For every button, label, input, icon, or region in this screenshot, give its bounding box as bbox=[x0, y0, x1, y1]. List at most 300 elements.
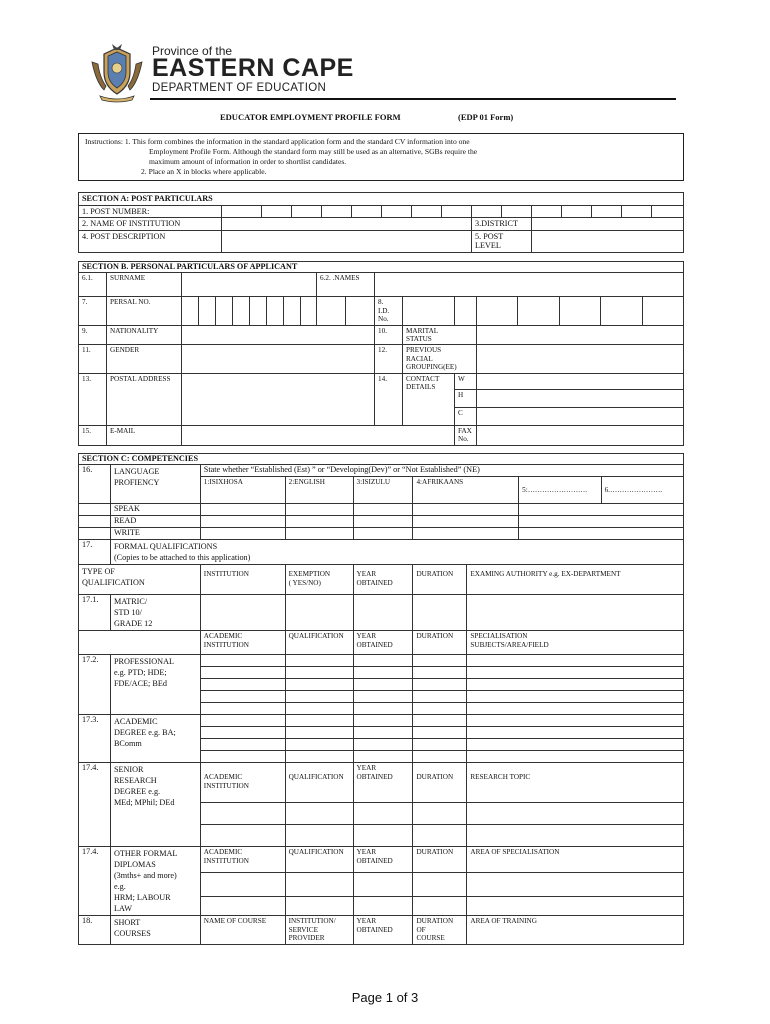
professional-cell[interactable] bbox=[353, 691, 413, 703]
academic-institution-header bbox=[200, 847, 285, 873]
write-cell[interactable] bbox=[285, 528, 353, 540]
write-cell[interactable] bbox=[413, 528, 519, 540]
nationality-label: NATIONALITY bbox=[107, 325, 182, 345]
professional-cell[interactable] bbox=[467, 691, 684, 703]
post-description-label: 4. POST DESCRIPTION bbox=[79, 230, 222, 252]
acad-text: ACADEMIC bbox=[203, 848, 243, 857]
district-label: 3.DISTRICT bbox=[472, 218, 532, 231]
of-text: OTHER FORMAL bbox=[113, 849, 178, 859]
id-cell[interactable] bbox=[518, 297, 559, 325]
professional-cell[interactable] bbox=[413, 667, 467, 679]
form-title: EDUCATOR EMPLOYMENT PROFILE FORM bbox=[220, 112, 401, 122]
language-label bbox=[110, 465, 200, 504]
sc-text: COURSES bbox=[113, 929, 151, 939]
research-cell[interactable] bbox=[200, 803, 285, 825]
qualification-header: QUALIFICATION bbox=[285, 763, 353, 803]
sr-text: SENIOR bbox=[113, 765, 144, 775]
academic-cell[interactable] bbox=[467, 739, 684, 751]
professional-cell[interactable] bbox=[285, 655, 353, 667]
professional-cell[interactable] bbox=[200, 667, 285, 679]
research-cell[interactable] bbox=[413, 825, 467, 847]
row-number: 17.4. bbox=[79, 847, 111, 916]
matric-cell[interactable] bbox=[353, 595, 413, 631]
row-number: 14. bbox=[375, 373, 403, 425]
professional-cell[interactable] bbox=[285, 691, 353, 703]
write-label: WRITE bbox=[110, 528, 200, 540]
language-label-text: LANGUAGE bbox=[113, 467, 160, 477]
contact-h-label: H bbox=[455, 389, 477, 407]
id-cell[interactable] bbox=[403, 297, 455, 325]
doc-text: COURSE bbox=[416, 934, 445, 943]
isp-text: PROVIDER bbox=[288, 934, 325, 943]
id-label bbox=[375, 297, 403, 325]
institution-field[interactable] bbox=[222, 218, 472, 231]
id-cell[interactable] bbox=[642, 297, 683, 325]
post-number-cell[interactable] bbox=[352, 205, 382, 218]
matric-cell[interactable] bbox=[200, 595, 285, 631]
post-number-cell[interactable] bbox=[562, 205, 592, 218]
professional-cell[interactable] bbox=[467, 667, 684, 679]
diploma-cell[interactable] bbox=[285, 873, 353, 897]
fax-label bbox=[455, 425, 477, 445]
diploma-cell[interactable] bbox=[200, 897, 285, 916]
instruction-line: Instructions: 1. This form combines the information in the standard application form and the standard CV information into one bbox=[85, 137, 470, 146]
nationality-field[interactable] bbox=[182, 325, 375, 345]
year-header bbox=[353, 847, 413, 873]
email-label: E-MAIL bbox=[107, 425, 182, 445]
post-number-cell[interactable] bbox=[622, 205, 652, 218]
of-text: HRM; LABOUR bbox=[113, 893, 171, 903]
isp-text: SERVICE bbox=[288, 925, 318, 934]
research-cell[interactable] bbox=[467, 803, 684, 825]
academic-institution-header bbox=[200, 763, 285, 803]
email-field[interactable] bbox=[182, 425, 455, 445]
professional-cell[interactable] bbox=[353, 703, 413, 715]
section-b-table bbox=[78, 261, 684, 446]
persal-cell[interactable] bbox=[182, 297, 199, 325]
post-number-cell[interactable] bbox=[592, 205, 622, 218]
language-english: 2:ENGLISH bbox=[285, 477, 353, 504]
provider-header bbox=[285, 916, 353, 944]
persal-cell[interactable] bbox=[317, 297, 346, 325]
type-label-text: QUALIFICATION bbox=[82, 578, 145, 588]
specialisation-header bbox=[467, 631, 684, 655]
language-isixhosa: 1:ISIXHOSA bbox=[200, 477, 285, 504]
fax-label-text: No. bbox=[458, 435, 469, 444]
qualification-header: QUALIFICATION bbox=[285, 631, 353, 655]
post-number-cell[interactable] bbox=[222, 205, 262, 218]
academic-cell[interactable] bbox=[285, 715, 353, 727]
spec-text: SPECIALISATION bbox=[470, 632, 528, 641]
sr-text: MEd; MPhil; DEd bbox=[113, 798, 175, 808]
of-text: LAW bbox=[113, 904, 132, 914]
blank bbox=[79, 504, 111, 516]
instructions-box bbox=[78, 133, 684, 181]
diploma-cell[interactable] bbox=[285, 897, 353, 916]
blank bbox=[79, 528, 111, 540]
section-a-table bbox=[78, 192, 684, 253]
row-number: 17.2. bbox=[79, 655, 111, 715]
duration-header: DURATION bbox=[413, 763, 467, 803]
fax-label-text: FAX bbox=[458, 426, 472, 435]
racial-label-text: GROUPING(EE) bbox=[406, 363, 457, 372]
year-text: YEAR bbox=[356, 764, 377, 773]
persal-cell[interactable] bbox=[199, 297, 216, 325]
duration-header: DURATION bbox=[413, 631, 467, 655]
academic-cell[interactable] bbox=[353, 715, 413, 727]
academic-cell[interactable] bbox=[200, 739, 285, 751]
matric-text: STD 10/ bbox=[113, 608, 142, 618]
academic-cell[interactable] bbox=[413, 727, 467, 739]
postal-label: POSTAL ADDRESS bbox=[107, 373, 182, 425]
id-cell[interactable] bbox=[559, 297, 600, 325]
professional-label bbox=[110, 655, 200, 715]
row-number: 7. bbox=[79, 297, 107, 325]
read-cell[interactable] bbox=[519, 516, 684, 528]
persal-cell[interactable] bbox=[233, 297, 250, 325]
write-cell[interactable] bbox=[200, 528, 285, 540]
professional-cell[interactable] bbox=[200, 679, 285, 691]
contact-h-field[interactable] bbox=[477, 389, 684, 407]
language-other[interactable] bbox=[519, 477, 684, 504]
persal-cell[interactable] bbox=[250, 297, 267, 325]
academic-cell[interactable] bbox=[200, 751, 285, 763]
year-text: OBTAINED bbox=[356, 856, 393, 865]
racial-label bbox=[403, 345, 477, 373]
matric-text: GRADE 12 bbox=[113, 619, 153, 629]
academic-degree-label bbox=[110, 715, 200, 763]
exemption-text: ( YES/NO) bbox=[288, 578, 321, 587]
duration-header: DURATION bbox=[413, 847, 467, 873]
marital-label-text: MARITAL bbox=[406, 326, 439, 335]
marital-label bbox=[403, 325, 477, 345]
read-cell[interactable] bbox=[200, 516, 285, 528]
isp-text: INSTITUTION/ bbox=[288, 917, 336, 926]
postal-field[interactable] bbox=[182, 373, 375, 425]
section-a-title: SECTION A: POST PARTICULARS bbox=[79, 193, 684, 206]
academic-cell[interactable] bbox=[413, 739, 467, 751]
persal-cell[interactable] bbox=[216, 297, 233, 325]
year-text: YEAR bbox=[356, 848, 377, 857]
names-field[interactable] bbox=[375, 273, 684, 297]
speak-cell[interactable] bbox=[353, 504, 413, 516]
names-label: 6.2. .NAMES bbox=[317, 273, 375, 297]
sc-text: SHORT bbox=[113, 918, 141, 928]
formal-title: FORMAL QUALIFICATIONS bbox=[113, 542, 218, 552]
year-header bbox=[353, 631, 413, 655]
diploma-cell[interactable] bbox=[467, 897, 684, 916]
post-number-label: 1. POST NUMBER: bbox=[79, 205, 222, 218]
academic-cell[interactable] bbox=[285, 751, 353, 763]
gender-label: GENDER bbox=[107, 345, 182, 373]
type-label bbox=[79, 565, 201, 595]
research-cell[interactable] bbox=[200, 825, 285, 847]
academic-cell[interactable] bbox=[200, 715, 285, 727]
province-line: Province of the bbox=[152, 44, 233, 58]
section-c-title: SECTION C: COMPETENCIES bbox=[79, 454, 684, 465]
language-label-text: PROFIENCY bbox=[113, 478, 160, 488]
contact-w-field[interactable] bbox=[477, 373, 684, 389]
department-logo bbox=[86, 42, 366, 104]
post-number-cell[interactable] bbox=[292, 205, 322, 218]
gender-field[interactable] bbox=[182, 345, 375, 373]
row-number: 6.1. bbox=[79, 273, 107, 297]
academic-cell[interactable] bbox=[467, 727, 684, 739]
professional-cell[interactable] bbox=[353, 667, 413, 679]
acad-text: INSTITUTION bbox=[203, 856, 249, 865]
instruction-line: Employment Profile Form. Although the standard form may still be used as an alternative, SGBs require the bbox=[149, 147, 478, 156]
formal-qualifications-header bbox=[110, 540, 683, 565]
surname-field[interactable] bbox=[182, 273, 317, 297]
matric-cell[interactable] bbox=[467, 595, 684, 631]
row-number: 17.1. bbox=[79, 595, 111, 631]
row-number: 18. bbox=[79, 916, 111, 944]
professional-cell[interactable] bbox=[413, 679, 467, 691]
professional-cell[interactable] bbox=[467, 655, 684, 667]
row-number: 16. bbox=[79, 465, 111, 504]
institution-label: 2. NAME OF INSTITUTION bbox=[79, 218, 222, 231]
research-cell[interactable] bbox=[353, 803, 413, 825]
form-code: (EDP 01 Form) bbox=[458, 112, 514, 122]
diploma-cell[interactable] bbox=[467, 873, 684, 897]
row-number: 15. bbox=[79, 425, 107, 445]
research-topic-header: RESEARCH TOPIC bbox=[467, 763, 684, 803]
type-label-text: TYPE OF bbox=[82, 567, 115, 577]
language-other-6: 6.…………………. bbox=[604, 486, 663, 495]
professional-cell[interactable] bbox=[200, 691, 285, 703]
year-text: OBTAINED bbox=[356, 578, 393, 587]
academic-cell[interactable] bbox=[467, 751, 684, 763]
duration-header: DURATION bbox=[413, 565, 467, 595]
matric-label bbox=[110, 595, 200, 631]
write-cell[interactable] bbox=[519, 528, 684, 540]
year-text: OBTAINED bbox=[356, 925, 393, 934]
post-number-cell[interactable] bbox=[532, 205, 562, 218]
of-text: (3mths+ and more) bbox=[113, 871, 177, 881]
persal-label: PERSAL NO. bbox=[107, 297, 182, 325]
exemption-text: EXEMPTION bbox=[288, 570, 331, 579]
academic-cell[interactable] bbox=[353, 751, 413, 763]
page-number: Page 1 of 3 bbox=[351, 990, 419, 1005]
post-number-cell[interactable] bbox=[262, 205, 292, 218]
post-number-cell[interactable] bbox=[652, 205, 684, 218]
surname-label: SURNAME bbox=[107, 273, 182, 297]
year-text: YEAR bbox=[356, 570, 377, 579]
district-field[interactable] bbox=[532, 218, 684, 231]
sr-text: DEGREE e.g. bbox=[113, 787, 161, 797]
sr-text: RESEARCH bbox=[113, 776, 157, 786]
training-area-header: AREA OF TRAINING bbox=[467, 916, 684, 944]
speak-label: SPEAK bbox=[110, 504, 200, 516]
academic-cell[interactable] bbox=[353, 727, 413, 739]
marital-field[interactable] bbox=[477, 325, 684, 345]
ad-text: DEGREE e.g. BA; bbox=[113, 728, 176, 738]
diploma-cell[interactable] bbox=[353, 897, 413, 916]
speak-cell[interactable] bbox=[413, 504, 519, 516]
diploma-cell[interactable] bbox=[413, 873, 467, 897]
professional-cell[interactable] bbox=[413, 703, 467, 715]
academic-cell[interactable] bbox=[285, 727, 353, 739]
year-header bbox=[353, 763, 413, 803]
post-number-cell[interactable] bbox=[442, 205, 472, 218]
matric-cell[interactable] bbox=[413, 595, 467, 631]
examining-header: EXAMING AUTHORITY e.g. EX-DEPARTMENT bbox=[467, 565, 684, 595]
academic-cell[interactable] bbox=[467, 715, 684, 727]
fax-field[interactable] bbox=[477, 425, 684, 445]
professional-cell[interactable] bbox=[200, 703, 285, 715]
academic-cell[interactable] bbox=[413, 715, 467, 727]
academic-institution-header bbox=[200, 631, 285, 655]
academic-cell[interactable] bbox=[353, 739, 413, 751]
post-level-field[interactable] bbox=[532, 230, 684, 252]
spec-text: SUBJECTS/AREA/FIELD bbox=[470, 640, 549, 649]
blank bbox=[79, 516, 111, 528]
course-duration-header bbox=[413, 916, 467, 944]
post-number-cell[interactable] bbox=[472, 205, 502, 218]
research-cell[interactable] bbox=[353, 825, 413, 847]
professional-cell[interactable] bbox=[285, 679, 353, 691]
course-name-header: NAME OF COURSE bbox=[200, 916, 285, 944]
acad-text: INSTITUTION bbox=[203, 640, 249, 649]
coat-of-arms-icon bbox=[86, 42, 148, 104]
professional-cell[interactable] bbox=[353, 655, 413, 667]
contact-label-text: DETAILS bbox=[406, 383, 436, 392]
row-number: 12. bbox=[375, 345, 403, 373]
year-header bbox=[353, 916, 413, 944]
row-number: 11. bbox=[79, 345, 107, 373]
persal-cell[interactable] bbox=[301, 297, 317, 325]
senior-research-label bbox=[110, 763, 200, 847]
marital-label-text: STATUS bbox=[406, 335, 432, 344]
doc-text: OF bbox=[416, 925, 426, 934]
short-courses-label bbox=[110, 916, 200, 944]
ad-text: BComm bbox=[113, 739, 142, 749]
acad-text: ACADEMIC bbox=[203, 773, 243, 782]
instruction-line: maximum amount of information in order to shortlist candidates. bbox=[149, 157, 347, 166]
research-cell[interactable] bbox=[285, 803, 353, 825]
row-number: 9. bbox=[79, 325, 107, 345]
academic-cell[interactable] bbox=[200, 727, 285, 739]
research-cell[interactable] bbox=[467, 825, 684, 847]
professional-cell[interactable] bbox=[285, 703, 353, 715]
year-text: OBTAINED bbox=[356, 772, 393, 781]
post-description-field[interactable] bbox=[222, 230, 472, 252]
post-number-cell[interactable] bbox=[502, 205, 532, 218]
professional-cell[interactable] bbox=[285, 667, 353, 679]
prof-text: e.g. PTD; HDE; bbox=[113, 668, 167, 678]
prof-text: FDE/ACE; BEd bbox=[113, 679, 167, 689]
contact-c-label: C bbox=[455, 407, 477, 425]
post-number-cell[interactable] bbox=[322, 205, 352, 218]
row-number: 13. bbox=[79, 373, 107, 425]
read-cell[interactable] bbox=[353, 516, 413, 528]
id-label-text: I.D. bbox=[378, 306, 390, 315]
section-b-title: SECTION B. PERSONAL PARTICULARS OF APPLICANT bbox=[79, 262, 684, 273]
contact-w-label: W bbox=[455, 373, 477, 389]
year-text: YEAR bbox=[356, 917, 377, 926]
racial-label-text: RACIAL bbox=[406, 354, 433, 363]
acad-text: ACADEMIC bbox=[203, 632, 243, 641]
professional-cell[interactable] bbox=[413, 691, 467, 703]
persal-cell[interactable] bbox=[284, 297, 301, 325]
year-header bbox=[353, 565, 413, 595]
department-name: DEPARTMENT OF EDUCATION bbox=[152, 82, 327, 94]
row-number: 17.4. bbox=[79, 763, 111, 847]
province-name: EASTERN CAPE bbox=[152, 54, 354, 82]
read-cell[interactable] bbox=[285, 516, 353, 528]
write-cell[interactable] bbox=[353, 528, 413, 540]
row-number: 17. bbox=[79, 540, 111, 565]
of-text: DIPLOMAS bbox=[113, 860, 156, 870]
qualification-header: QUALIFICATION bbox=[285, 847, 353, 873]
institution-header: INSTITUTION bbox=[200, 565, 285, 595]
professional-cell[interactable] bbox=[467, 679, 684, 691]
language-other-5: 5:……………………. bbox=[519, 477, 601, 503]
racial-label-text: PREVIOUS bbox=[406, 346, 442, 355]
year-text: OBTAINED bbox=[356, 640, 393, 649]
language-afrikaans: 4:AFRIKAANS bbox=[413, 477, 519, 504]
formal-note: (Copies to be attached to this application) bbox=[113, 553, 251, 563]
matric-cell[interactable] bbox=[285, 595, 353, 631]
contact-c-field[interactable] bbox=[477, 407, 684, 425]
blank bbox=[79, 631, 201, 655]
doc-text: DURATION bbox=[416, 917, 454, 926]
racial-field[interactable] bbox=[477, 345, 684, 373]
post-number-cell[interactable] bbox=[382, 205, 412, 218]
speak-cell[interactable] bbox=[200, 504, 285, 516]
id-cell[interactable] bbox=[455, 297, 477, 325]
academic-cell[interactable] bbox=[413, 751, 467, 763]
instruction-line: 2. Place an X in blocks where applicable. bbox=[141, 167, 267, 176]
language-isizulu: 3:ISIZULU bbox=[353, 477, 413, 504]
id-label-text: No. bbox=[378, 315, 389, 324]
professional-cell[interactable] bbox=[353, 679, 413, 691]
ad-text: ACADEMIC bbox=[113, 717, 158, 727]
year-text: YEAR bbox=[356, 632, 377, 641]
contact-label bbox=[403, 373, 455, 425]
diploma-cell[interactable] bbox=[353, 873, 413, 897]
row-number: 17.3. bbox=[79, 715, 111, 763]
id-cell[interactable] bbox=[601, 297, 642, 325]
read-cell[interactable] bbox=[413, 516, 519, 528]
academic-cell[interactable] bbox=[285, 739, 353, 751]
diploma-cell[interactable] bbox=[413, 897, 467, 916]
of-text: e.g. bbox=[113, 882, 126, 892]
language-instruction: State whether “Established (Est) ” or “Developing(Dev)” or “Not Established” (NE) bbox=[200, 465, 683, 477]
area-specialisation-header: AREA OF SPECIALISATION bbox=[467, 847, 684, 873]
persal-cell[interactable] bbox=[267, 297, 284, 325]
professional-cell[interactable] bbox=[413, 655, 467, 667]
persal-cell[interactable] bbox=[346, 297, 375, 325]
professional-cell[interactable] bbox=[200, 655, 285, 667]
id-cell[interactable] bbox=[477, 297, 518, 325]
post-level-label: 5. POST LEVEL bbox=[472, 230, 532, 252]
professional-cell[interactable] bbox=[467, 703, 684, 715]
research-cell[interactable] bbox=[413, 803, 467, 825]
research-cell[interactable] bbox=[285, 825, 353, 847]
prof-text: PROFESSIONAL bbox=[113, 657, 174, 667]
contact-label-text: CONTACT bbox=[406, 374, 440, 383]
speak-cell[interactable] bbox=[285, 504, 353, 516]
speak-cell[interactable] bbox=[519, 504, 684, 516]
acad-text: INSTITUTION bbox=[203, 781, 249, 790]
section-c-table bbox=[78, 453, 684, 945]
exemption-header bbox=[285, 565, 353, 595]
diploma-cell[interactable] bbox=[200, 873, 285, 897]
post-number-cell[interactable] bbox=[412, 205, 442, 218]
read-label: READ bbox=[110, 516, 200, 528]
matric-text: MATRIC/ bbox=[113, 597, 148, 607]
